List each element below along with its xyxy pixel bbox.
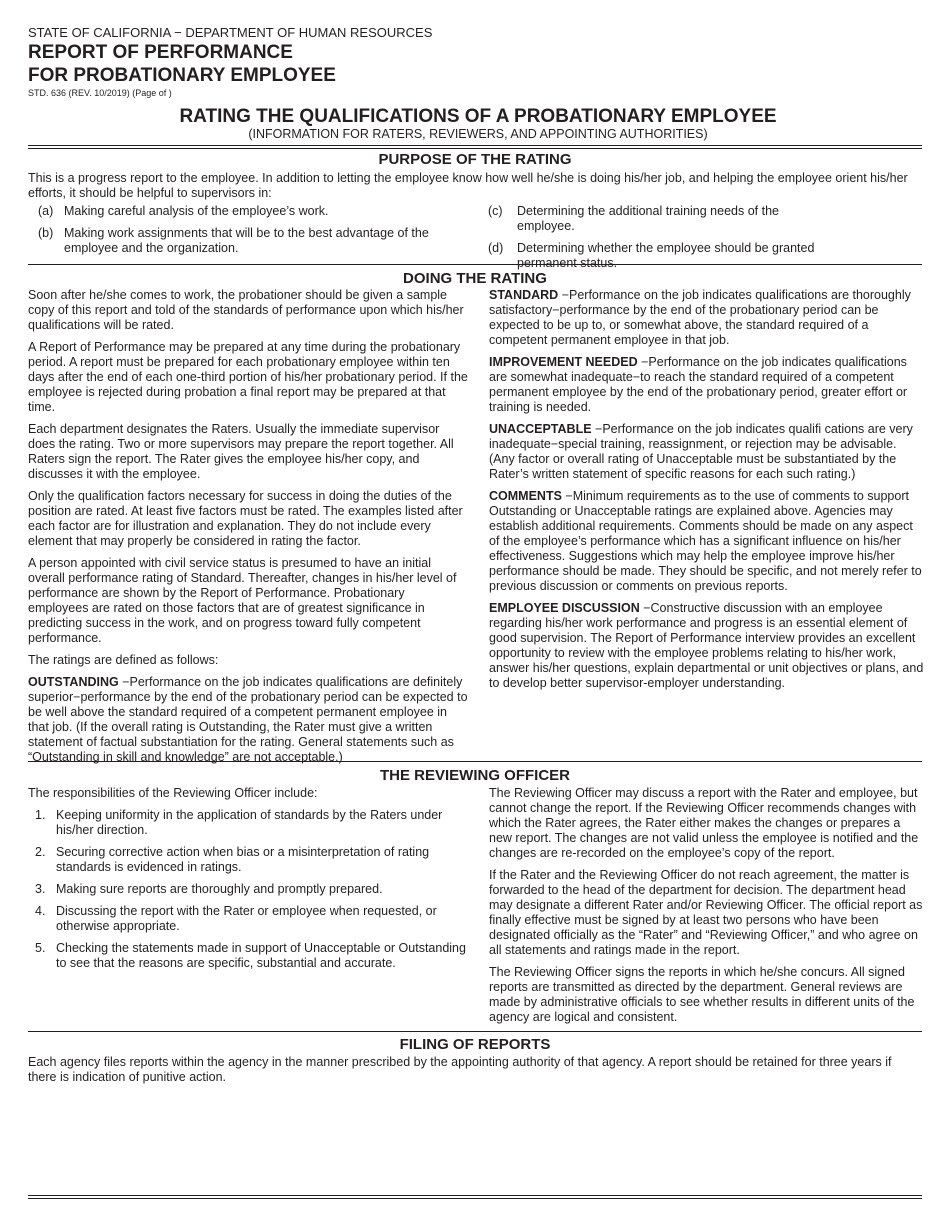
list-item: [35, 808, 468, 838]
rating-text: −Constructive discussion with an employee regarding his/her work performance and progress is an essential element of good supervision. The Report of Performance interview provides an excellent opportunity to review with the employee problems relating to his/her work, answer his/her questions, explain departmental or unit objectives or plans, and to develop better supervisor-employer understanding.: [489, 601, 924, 690]
list-text: Making careful analysis of the employee’s work.: [64, 204, 329, 218]
list-item: [35, 882, 468, 897]
list-item: [35, 941, 468, 971]
rating-label: UNACCEPTABLE: [489, 422, 592, 436]
reviewing-left-column: [28, 786, 468, 978]
reviewing-intro: The responsibilities of the Reviewing Officer include:: [28, 786, 318, 800]
list-item: [488, 241, 828, 271]
list-marker: (b): [38, 226, 54, 240]
list-marker: 4.: [35, 904, 46, 918]
list-text: Making work assignments that will be to the best advantage of the employee and the organization.: [64, 226, 429, 255]
form-title-line-1: REPORT OF PERFORMANCE: [28, 42, 293, 63]
paragraph: The Reviewing Officer may discuss a report with the Rater and employee, but cannot change the report. If the Reviewing Officer recommends changes with which the Rater agrees, the Rater either makes the changes or prepares a new report. The changes are not valid unless the employee is notified and the changes are re-recorded on the employee’s copy of the report.: [489, 786, 919, 860]
section-divider: [28, 761, 922, 762]
reviewing-right-column: [489, 786, 925, 1032]
rating-text: −Performance on the job indicates qualifi cations are very inadequate−special training, reassignment, or rejection may be advisable. (Any factor or overall rating of Unacceptable must be substantiated by the Rater’s written statement of specific reasons for each such rating.): [489, 422, 913, 481]
unacceptable-definition: [489, 422, 925, 482]
section-divider: [28, 264, 922, 265]
paragraph: Only the qualification factors necessary for success in doing the duties of the position are rated. At least five factors must be rated. The examples listed after each factor are for illustration and explanation. They do not include every element that may properly be considered in rating the factor.: [28, 489, 463, 548]
rating-text: −Performance on the job indicates qualifications are somewhat inadequate−to reach the standard required of a competent permanent employee by the end of the probationary period, greater effort or training is needed.: [489, 355, 908, 414]
standard-definition: [489, 288, 925, 348]
responsibilities-list: [28, 808, 468, 971]
doing-right-column: [489, 288, 925, 698]
bottom-double-divider: [28, 1195, 922, 1199]
rating-label: COMMENTS: [489, 489, 562, 503]
double-divider: [28, 145, 922, 149]
purpose-list-left: [38, 204, 463, 263]
outstanding-definition: [28, 675, 468, 765]
filing-text: Each agency files reports within the agency in the manner prescribed by the appointing authority of that agency. A report should be retained for three years if there is indication of punitive action.: [28, 1055, 892, 1084]
section-divider: [28, 1031, 922, 1032]
list-item: [38, 204, 463, 219]
filing-heading: FILING OF REPORTS: [399, 1036, 551, 1053]
list-marker: (d): [488, 241, 504, 255]
form-title-line-2: FOR PROBATIONARY EMPLOYEE: [28, 65, 336, 86]
list-item: [35, 904, 468, 934]
paragraph: A person appointed with civil service status is presumed to have an initial overall performance rating of Standard. Thereafter, changes in his/her level of performance are shown by the Report of Performance. Probationary employees are rated on those factors that are of greatest significance in predicting success in the work, and on progress toward fully competent performance.: [28, 556, 457, 645]
paragraph: A Report of Performance may be prepared at any time during the probationary period. A report must be prepared for each probationary employee within ten days after the end of each one-third portion of his/her probationary period. If the employee is rejected during probation a final report may be prepared at that time.: [28, 340, 468, 414]
list-item: [38, 226, 463, 256]
improvement-needed-definition: [489, 355, 925, 415]
list-marker: 3.: [35, 882, 46, 896]
agency-name: STATE OF CALIFORNIA − DEPARTMENT OF HUMAN RESOURCES: [28, 25, 433, 40]
list-item: [35, 845, 468, 875]
paragraph: The ratings are defined as follows:: [28, 653, 219, 667]
list-marker: 5.: [35, 941, 46, 955]
list-text: Determining whether the employee should be granted permanent status.: [517, 241, 815, 270]
sub-title: (INFORMATION FOR RATERS, REVIEWERS, AND APPOINTING AUTHORITIES): [248, 127, 708, 141]
form-number: STD. 636 (REV. 10/2019) (Page of ): [28, 88, 172, 98]
paragraph: The Reviewing Officer signs the reports in which he/she concurs. All signed reports are transmitted as directed by the department. General reviews are made by administrative officials to see whether results in different units of the agency are logical and consistent.: [489, 965, 915, 1024]
paragraph: If the Rater and the Reviewing Officer do not reach agreement, the matter is forwarded to the head of the department for decision. The department head may designate a different Rater and/or Reviewing Officer. The official report as finally effective must be signed by at least two persons who have been designated officially as the “Rater” and “Reviewing Officer,” and who agree on all statements and ratings made in the report.: [489, 868, 923, 957]
rating-text: −Performance on the job indicates qualifications are thoroughly satisfactory−performance by the end of the probationary period can be expected to be up to, or somewhat above, the standard required of a competent permanent employee in that job.: [489, 288, 911, 347]
main-title: RATING THE QUALIFICATIONS OF A PROBATIONARY EMPLOYEE: [179, 106, 777, 127]
comments-definition: [489, 489, 925, 594]
employee-discussion-definition: [489, 601, 925, 691]
rating-text: −Performance on the job indicates qualifications are definitely superior−performance by the end of the probationary period can be expected to be well above the standard required of a competent permanent employee in that job. (If the overall rating is Outstanding, the Rater must give a written statement of factual substantiation for the rating. General statements such as “Outstanding in skill and knowledge” are not acceptable.): [28, 675, 468, 764]
rating-label: EMPLOYEE DISCUSSION: [489, 601, 640, 615]
purpose-intro: This is a progress report to the employee. In addition to letting the employee know how well he/she is doing his/her job, and helping the employee orient his/her efforts, it should be helpful to supervisors in:: [28, 171, 908, 200]
purpose-list-right: [488, 204, 828, 278]
list-text: Determining the additional training needs of the employee.: [517, 204, 779, 233]
list-marker: (c): [488, 204, 503, 218]
list-marker: 1.: [35, 808, 46, 822]
list-text: Checking the statements made in support of Unacceptable or Outstanding to see that the reasons are specific, substantial and accurate.: [56, 941, 466, 970]
form-title: [28, 41, 336, 87]
list-text: Securing corrective action when bias or a misinterpretation of rating standards is evidenced in ratings.: [56, 845, 430, 874]
doing-heading: DOING THE RATING: [403, 270, 547, 287]
list-text: Making sure reports are thoroughly and promptly prepared.: [56, 882, 383, 896]
rating-label: OUTSTANDING: [28, 675, 119, 689]
list-text: Discussing the report with the Rater or employee when requested, or otherwise appropriate.: [56, 904, 437, 933]
list-text: Keeping uniformity in the application of standards by the Raters under his/her direction.: [56, 808, 443, 837]
rating-text: −Minimum requirements as to the use of comments to support Outstanding or Unacceptable ratings are explained above. Agencies may establish additional requirements. Comments should be made on any aspect of the employee’s performance which has a significant influence on his/her effectiveness. Suggestions which may help the employee improve his/her performance should be made. They should be specific, and not merely refer to previous discussion or comments on previous reports.: [489, 489, 922, 593]
paragraph: Each department designates the Raters. Usually the immediate supervisor does the rating. Two or more supervisors may prepare the report together. All Raters sign the report. The Rater gives the employee his/her copy, and discusses it with the employee.: [28, 422, 454, 481]
paragraph: Soon after he/she comes to work, the probationer should be given a sample copy of this report and told of the standards of performance upon which his/her qualifications will be rated.: [28, 288, 464, 332]
rating-label: STANDARD: [489, 288, 559, 302]
list-item: [488, 204, 828, 234]
reviewing-heading: THE REVIEWING OFFICER: [379, 767, 570, 784]
list-marker: 2.: [35, 845, 46, 859]
purpose-heading: PURPOSE OF THE RATING: [378, 151, 572, 168]
rating-label: IMPROVEMENT NEEDED: [489, 355, 638, 369]
list-marker: (a): [38, 204, 54, 218]
doing-left-column: [28, 288, 468, 772]
